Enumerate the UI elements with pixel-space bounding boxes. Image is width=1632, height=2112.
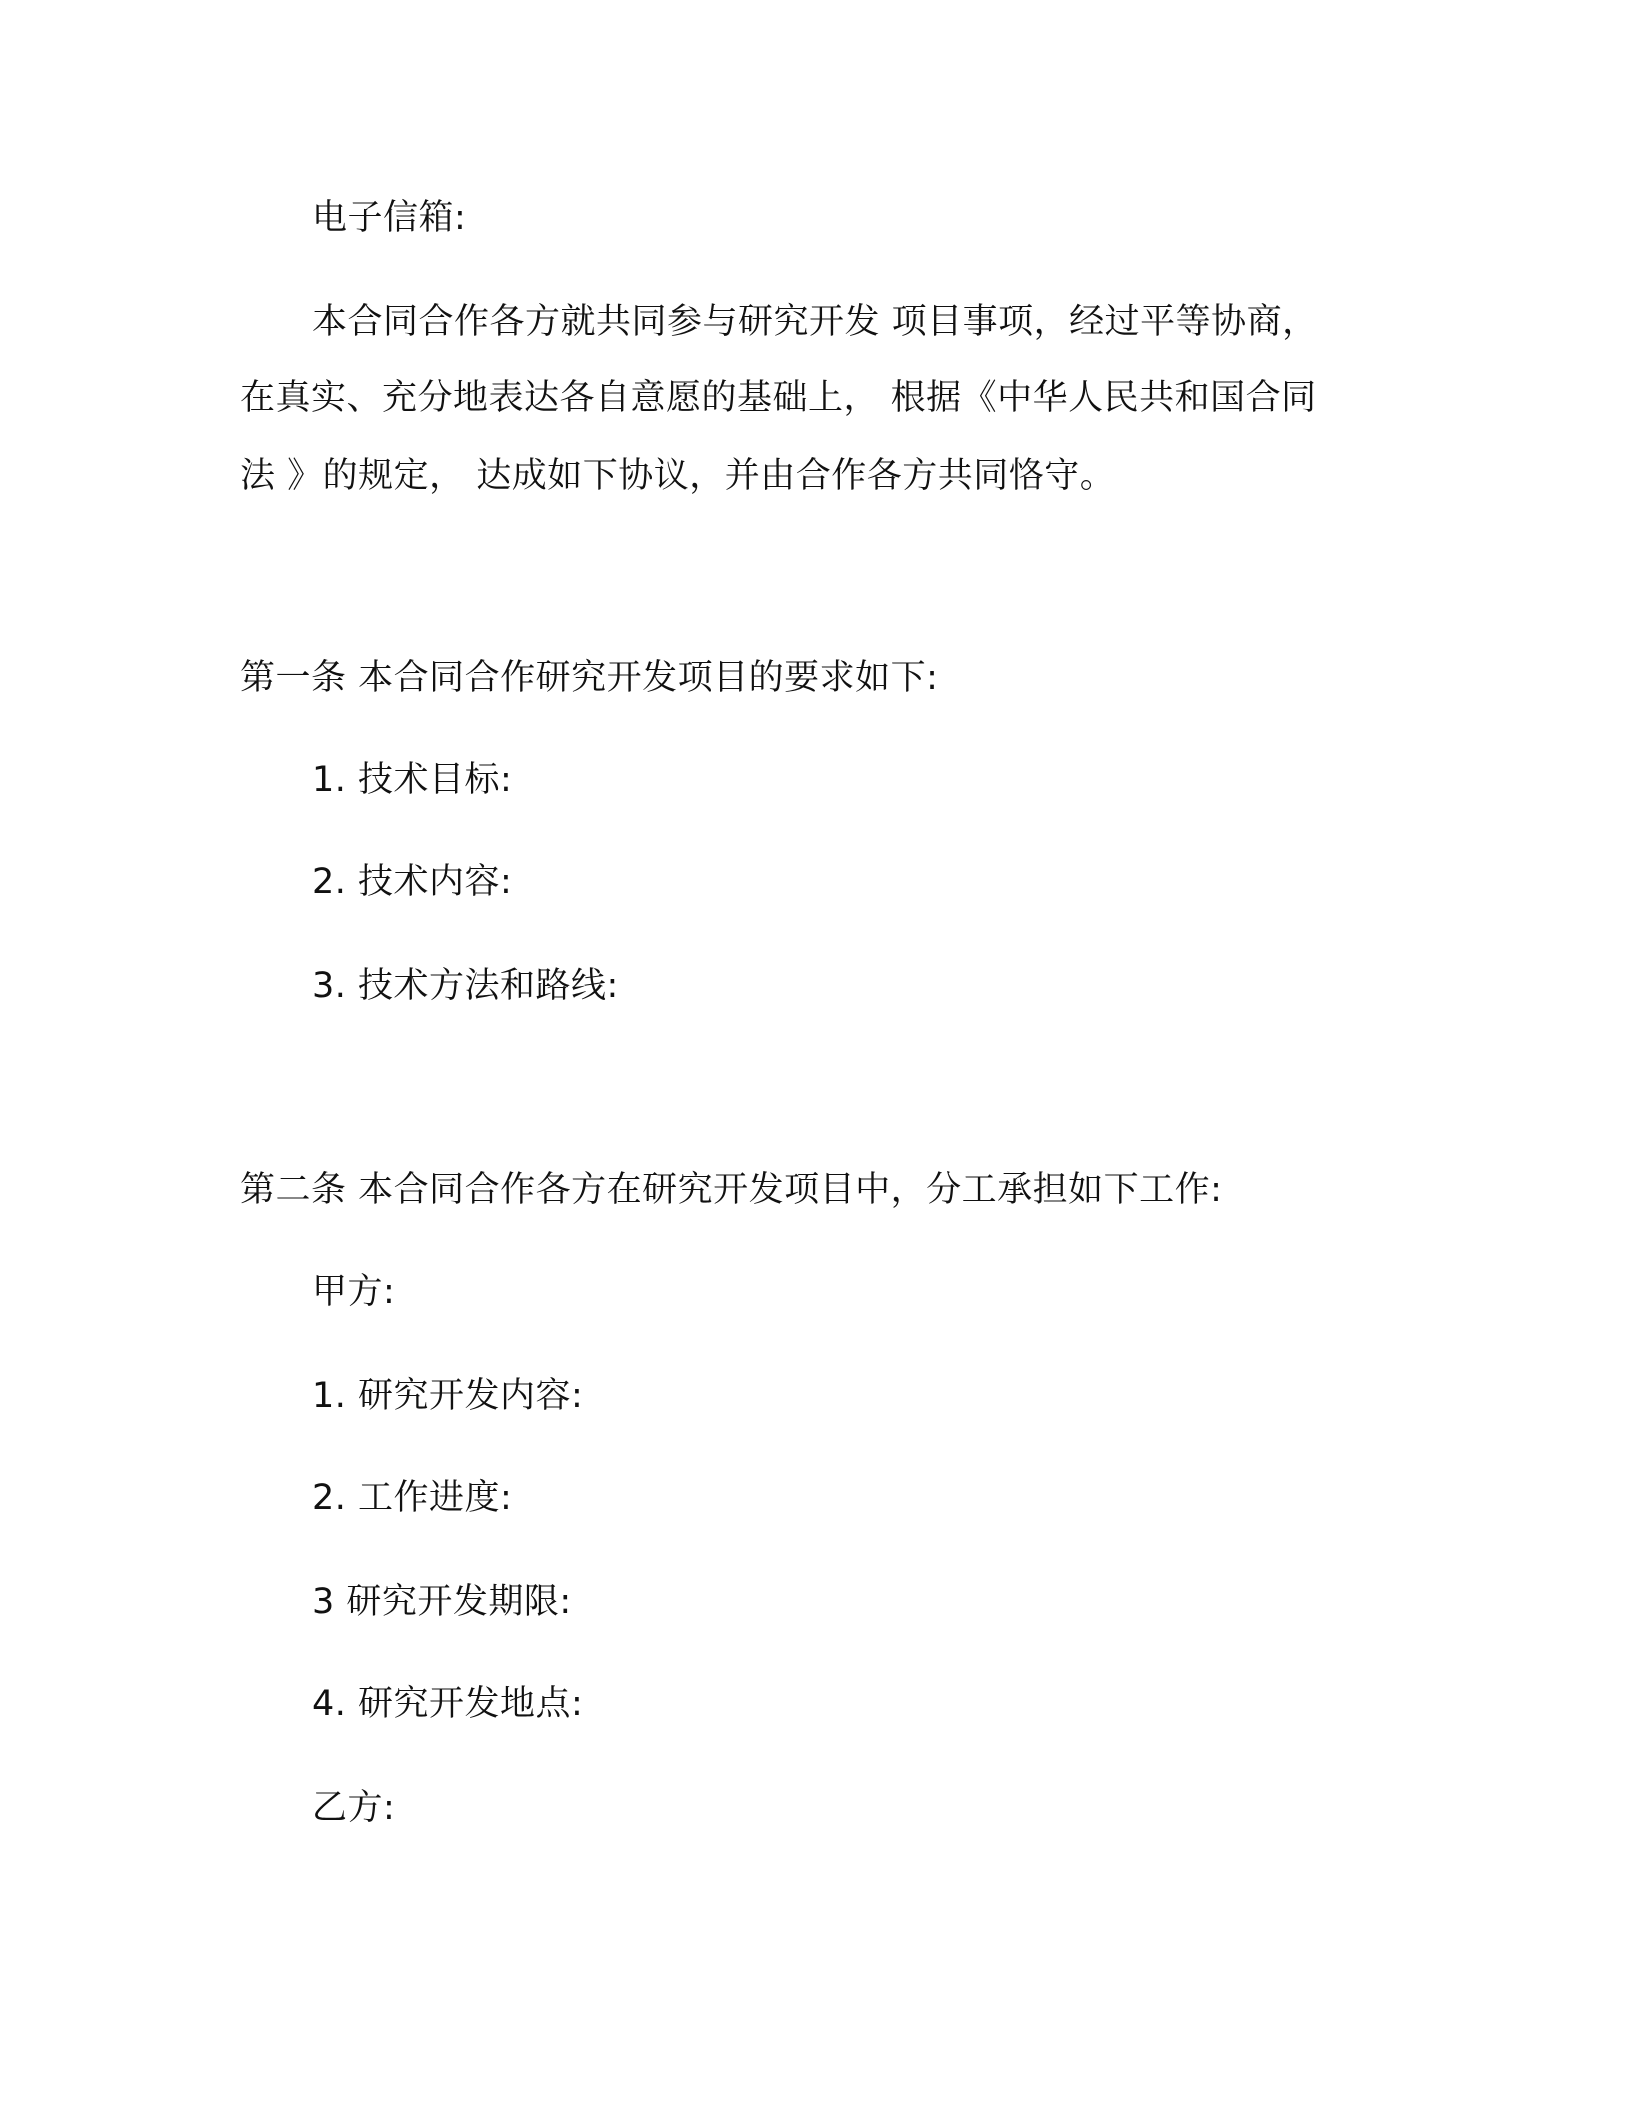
intro-line-3: 法 》的规定， 达成如下协议，并由合作各方共同恪守。	[240, 456, 1116, 496]
party-a-item-1: 1. 研究开发内容:	[312, 1376, 584, 1416]
article-1-item-1: 1. 技术目标:	[312, 760, 513, 800]
party-b-label: 乙方:	[312, 1788, 396, 1828]
article-1-item-3: 3. 技术方法和路线:	[312, 966, 619, 1006]
party-a-item-3: 3 研究开发期限:	[312, 1582, 572, 1622]
party-a-item-2: 2. 工作进度:	[312, 1478, 513, 1518]
party-a-item-4: 4. 研究开发地点:	[312, 1684, 584, 1724]
intro-line-1: 本合同合作各方就共同参与研究开发 项目事项，经过平等协商，	[312, 302, 1318, 342]
intro-line-2: 在真实、充分地表达各自意愿的基础上， 根据《中华人民共和国合同	[240, 378, 1317, 418]
article-1-heading: 第一条 本合同合作研究开发项目的要求如下:	[240, 658, 939, 698]
party-a-label: 甲方:	[312, 1272, 396, 1312]
article-1-item-2: 2. 技术内容:	[312, 862, 513, 902]
email-label: 电子信箱:	[312, 198, 467, 238]
article-2-heading: 第二条 本合同合作各方在研究开发项目中，分工承担如下工作:	[240, 1170, 1223, 1210]
